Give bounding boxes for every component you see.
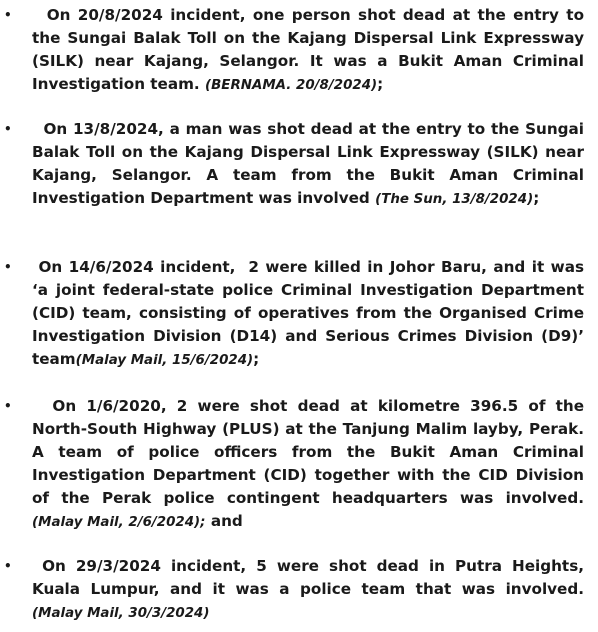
citation: (Malay Mail, 2/6/2024); (32, 515, 206, 530)
citation: (Malay Mail, 30/3/2024) (32, 606, 210, 621)
paragraph-text: On 20/8/2024 incident, one person shot dead at the entry to the Sungai Balak Toll on the Kajang Dispersal Link Expressway (SILK) near Kajang, Selangor. It was a Bukit Aman Criminal Investigation team. (32, 6, 590, 93)
paragraph-text: On 29/3/2024 incident, 5 were shot dead in Putra Heights, Kuala Lumpur, and it was a police team that was involved. (32, 557, 590, 598)
paragraph-text: On 13/8/2024, a man was shot dead at the entry to the Sungai Balak Toll on the Kajang Dispersal Link Expressway (SILK) near Kajang, Selangor. A team from the Bukit Aman Criminal Investigation Department was involved (32, 120, 590, 207)
bullet-marker: • (4, 399, 12, 413)
paragraph-text: On 1/6/2020, 2 were shot dead at kilometre 396.5 of the North-South Highway (PLUS) at the Tanjung Malim layby, Perak. A team of police officers from the Bukit Aman Criminal Investigation Department (CID) together with the CID Division of the Perak police contingent headquarters was involved. (32, 397, 590, 507)
paragraph-tail: and (205, 512, 243, 530)
paragraph (32, 4, 590, 97)
bullet-marker: • (4, 122, 12, 136)
paragraph (32, 395, 590, 534)
paragraph (32, 256, 590, 372)
paragraph-tail: ; (533, 189, 540, 207)
bullet-marker: • (4, 559, 12, 573)
paragraph-text: On 14/6/2024 incident, 2 were killed in Johor Baru, and it was ‘a joint federal-state police Criminal Investigation Department (CID) team, consisting of operatives from the Organised Crime Investigation Division (D14) and Serious Crimes Division (D9)’ team (32, 258, 590, 368)
paragraph-tail: ; (253, 350, 260, 368)
paragraph (32, 118, 590, 211)
paragraph-tail: ; (377, 75, 384, 93)
paragraph (32, 555, 590, 625)
citation: (BERNAMA. 20/8/2024) (204, 78, 378, 93)
citation: (Malay Mail, 15/6/2024) (75, 353, 254, 368)
citation: (The Sun, 13/8/2024) (375, 192, 534, 207)
bullet-marker: • (4, 260, 12, 274)
bullet-marker: • (4, 8, 12, 22)
